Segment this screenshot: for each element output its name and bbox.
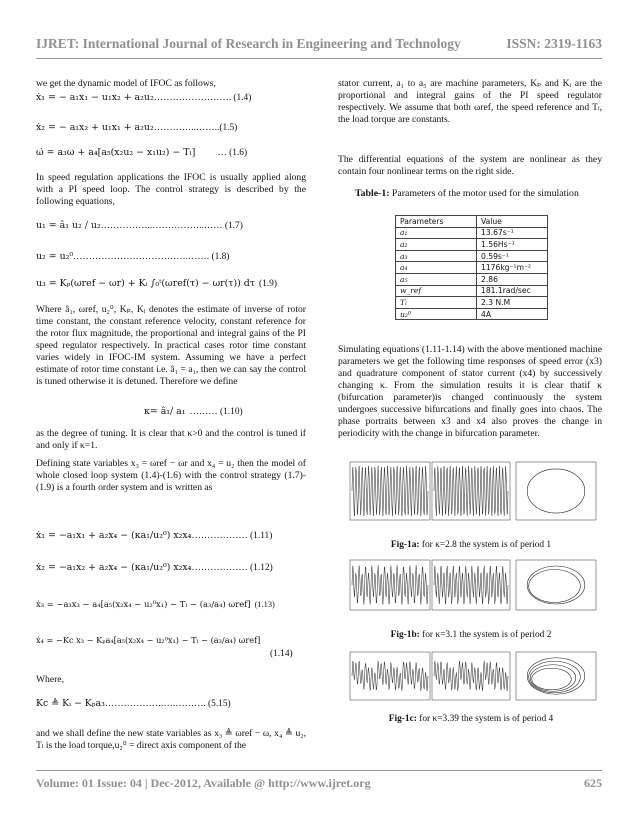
- table-row: [396, 250, 548, 262]
- paragraph: Where,: [36, 674, 64, 685]
- issn: ISSN: 2319-1163: [506, 36, 602, 51]
- paragraph: Simulating equations (1.11-1.14) with the above mentioned machine parameters we get the following time responses of speed error (x3) and quadrature component of stator current (x4) by successively changing κ. From the simulation results it is clear thatif κ (bifurcation parameter)is changed continuously the system undergoes successive bifurcations and finally goes into chaos. The phase portraits between x3 and x4 also proves the change in periodicity with the change in bifurcation parameter.: [338, 344, 602, 439]
- table-row: [396, 262, 548, 274]
- figure-1b-caption: Fig-1b: for κ=3.1 the system is of period 2: [390, 630, 552, 640]
- table-cell: 181.1rad/sec: [477, 285, 548, 297]
- table-cell: a₃: [396, 250, 477, 262]
- figure-1a-plots: [340, 460, 602, 528]
- figure-1c-caption: Fig-1c: for κ=3.39 the system is of period 4: [388, 714, 554, 724]
- equation-1-12: ẋ₂ = −a₁x₂ + a₂x₄ − (κa₁/u₂⁰) x₂x₄……………… (1.12): [36, 562, 273, 573]
- figure-1b: [340, 558, 602, 618]
- equation-1-8: u₂ = u₂⁰……………………………….……. (1.8): [36, 251, 230, 262]
- table-cell: 1176kg⁻¹m⁻²: [477, 262, 548, 274]
- column-header: Value: [477, 216, 548, 228]
- figure-1c: [340, 650, 602, 708]
- volume-info: Volume: 01 Issue: 04 | Dec-2012, Available @ http://www.ijret.org: [36, 776, 371, 790]
- footer-divider: [36, 770, 602, 771]
- left-column: [36, 78, 306, 758]
- plot-panel: [350, 652, 430, 700]
- equation-1-5: ẋ₂ = − a₁x₂ + u₁x₁ + a₂u₂…………..……..(1.5): [36, 122, 238, 133]
- table-cell: u₂⁰: [396, 308, 477, 320]
- figure-1a: [340, 460, 602, 528]
- table-cell: a₂: [396, 239, 477, 251]
- table-row: [396, 273, 548, 285]
- table-cell: w_ref: [396, 285, 477, 297]
- equation-1-13: ẋ₃ = −a₃x₃ − a₄[a₅(x₂x₄ − u₂⁰x₁) − Tₗ − (a₃/a₄) ωref] (1.13): [36, 599, 275, 609]
- table-cell: 4A: [477, 308, 548, 320]
- page-header: [36, 36, 602, 56]
- plot-panel: [432, 560, 510, 610]
- right-column-text-2: [338, 344, 602, 464]
- figure-1a-caption: Fig-1a: for κ=2.8 the system is of period 1: [390, 540, 552, 550]
- table-row: [396, 308, 548, 320]
- figure-1b-plots: [340, 558, 602, 618]
- header-divider: [36, 58, 602, 59]
- page-number: 625: [584, 776, 602, 790]
- equation-1-10: κ= â₁/ a₁ ……… (1.10): [144, 406, 243, 417]
- table-header-row: [396, 216, 548, 228]
- table-cell: 2.86: [477, 273, 548, 285]
- table-cell: 0.59s⁻¹: [477, 250, 548, 262]
- journal-link[interactable]: http://www.ijret.org: [268, 776, 371, 790]
- table-caption: Table-1: Parameters of the motor used for the simulation: [355, 188, 579, 199]
- paragraph: stator current, a₁ to a₅ are machine parameters, Kₚ and Kᵢ are the proportional and integral gains of the PI speed regulator respectively. We assume that both ωref, the speed reference and Tₗ, the load torque are constants.: [338, 78, 602, 125]
- parameters-table: [395, 215, 548, 320]
- plot-panel: [516, 652, 596, 700]
- paragraph: we get the dynamic model of IFOC as follows,: [36, 78, 216, 89]
- plot-panel: [516, 462, 596, 520]
- table-cell: Tₗ: [396, 297, 477, 309]
- plot-panel: [516, 560, 596, 610]
- table-row: [396, 297, 548, 309]
- table-row: [396, 227, 548, 239]
- paragraph: In speed regulation applications the IFOC is usually applied along with a PI speed loop. The control strategy is described by the following equations,: [36, 172, 306, 207]
- table-cell: 13.67s⁻¹: [477, 227, 548, 239]
- table-row: [396, 239, 548, 251]
- plot-panel: [432, 462, 510, 520]
- figure-1c-plots: [340, 650, 602, 708]
- equation-1-7: u₁ = â₁ u₂ / u₂……………..……………..…… (1.7): [36, 220, 243, 231]
- journal-title: IJRET: International Journal of Research in Engineering and Technology: [36, 36, 461, 51]
- paragraph: and we shall define the new state variables as x₃ ≜ ωref − ω, x₄ ≜ u₂, Tₗ is the load torque,u₂⁰ = direct axis component of the: [36, 728, 306, 751]
- plot-panel: [432, 652, 510, 700]
- paragraph: as the degree of tuning. It is clear that κ>0 and the control is tuned if and only if κ=1.: [36, 428, 306, 451]
- equation-1-4: ẋ₁ = − a₁x₁ − u₁x₂ + a₂u₂……………………. (1.4): [36, 92, 252, 103]
- equation-1-9: u₃ = Kₚ(ωref − ωr) + Kᵢ ∫₀ᵗ(ωref(τ) − ωr(τ)) dτ (1.9): [36, 278, 277, 289]
- equation-1-6: ω̇ = a₃ω + a₄[a₅(x₂u₂ − x₁u₂) − Tₗ] … (1.6): [36, 147, 248, 158]
- plot-panel: [350, 560, 430, 610]
- table-cell: a₅: [396, 273, 477, 285]
- table-cell: a₄: [396, 262, 477, 274]
- column-header: Parameters: [396, 216, 477, 228]
- plot-panel: [350, 462, 430, 520]
- table-cell: 2.3 N.M: [477, 297, 548, 309]
- paragraph: Defining state variables x₃ = ωref − ωr and x₄ = u₂ then the model of whole closed loop system (1.4)-(1.6) with the control strategy (1.7)-(1.9) is a fourth order system and is written as: [36, 458, 306, 493]
- equation-1-11: ẋ₁ = −a₁x₁ + a₂x₄ − (κa₁/u₂⁰) x₂x₄……………… (1.11): [36, 530, 273, 541]
- plot-frame: [516, 462, 596, 520]
- equation-1-14-tag: (1.14): [270, 649, 293, 659]
- paragraph: Where â₁, ωref, u₂⁰, Kₚ, Kᵢ denotes the estimate of inverse of rotor time constant, the constant reference velocity, constant reference for the rotor flux magnitude, the proportional and integral gains of the PI speed regulator respectively. In practical cases rotor time constant varies widely in IFOC-IM system. Assuming we have a perfect estimate of rotor time constant i.e. â₁ = a₁, then we can say the control is tuned otherwise it is detuned. Therefore we define: [36, 304, 306, 387]
- table-cell: a₁: [396, 227, 477, 239]
- paragraph: The differential equations of the system are nonlinear as they contain four nonlinear terms on the right side.: [338, 154, 602, 177]
- table-row: [396, 285, 548, 297]
- equation-5-15: Kc ≜ Kᵢ − Kₚa₃……………….….………. (5.15): [36, 698, 231, 709]
- table-cell: 1.56Hs⁻¹: [477, 239, 548, 251]
- equation-1-14: ẋ₄ = −Kc x₃ − Kₚa₄[a₅(x₂x₄ − u₂⁰x₁) − Tₗ − (a₃/a₄) ωref]: [36, 635, 261, 645]
